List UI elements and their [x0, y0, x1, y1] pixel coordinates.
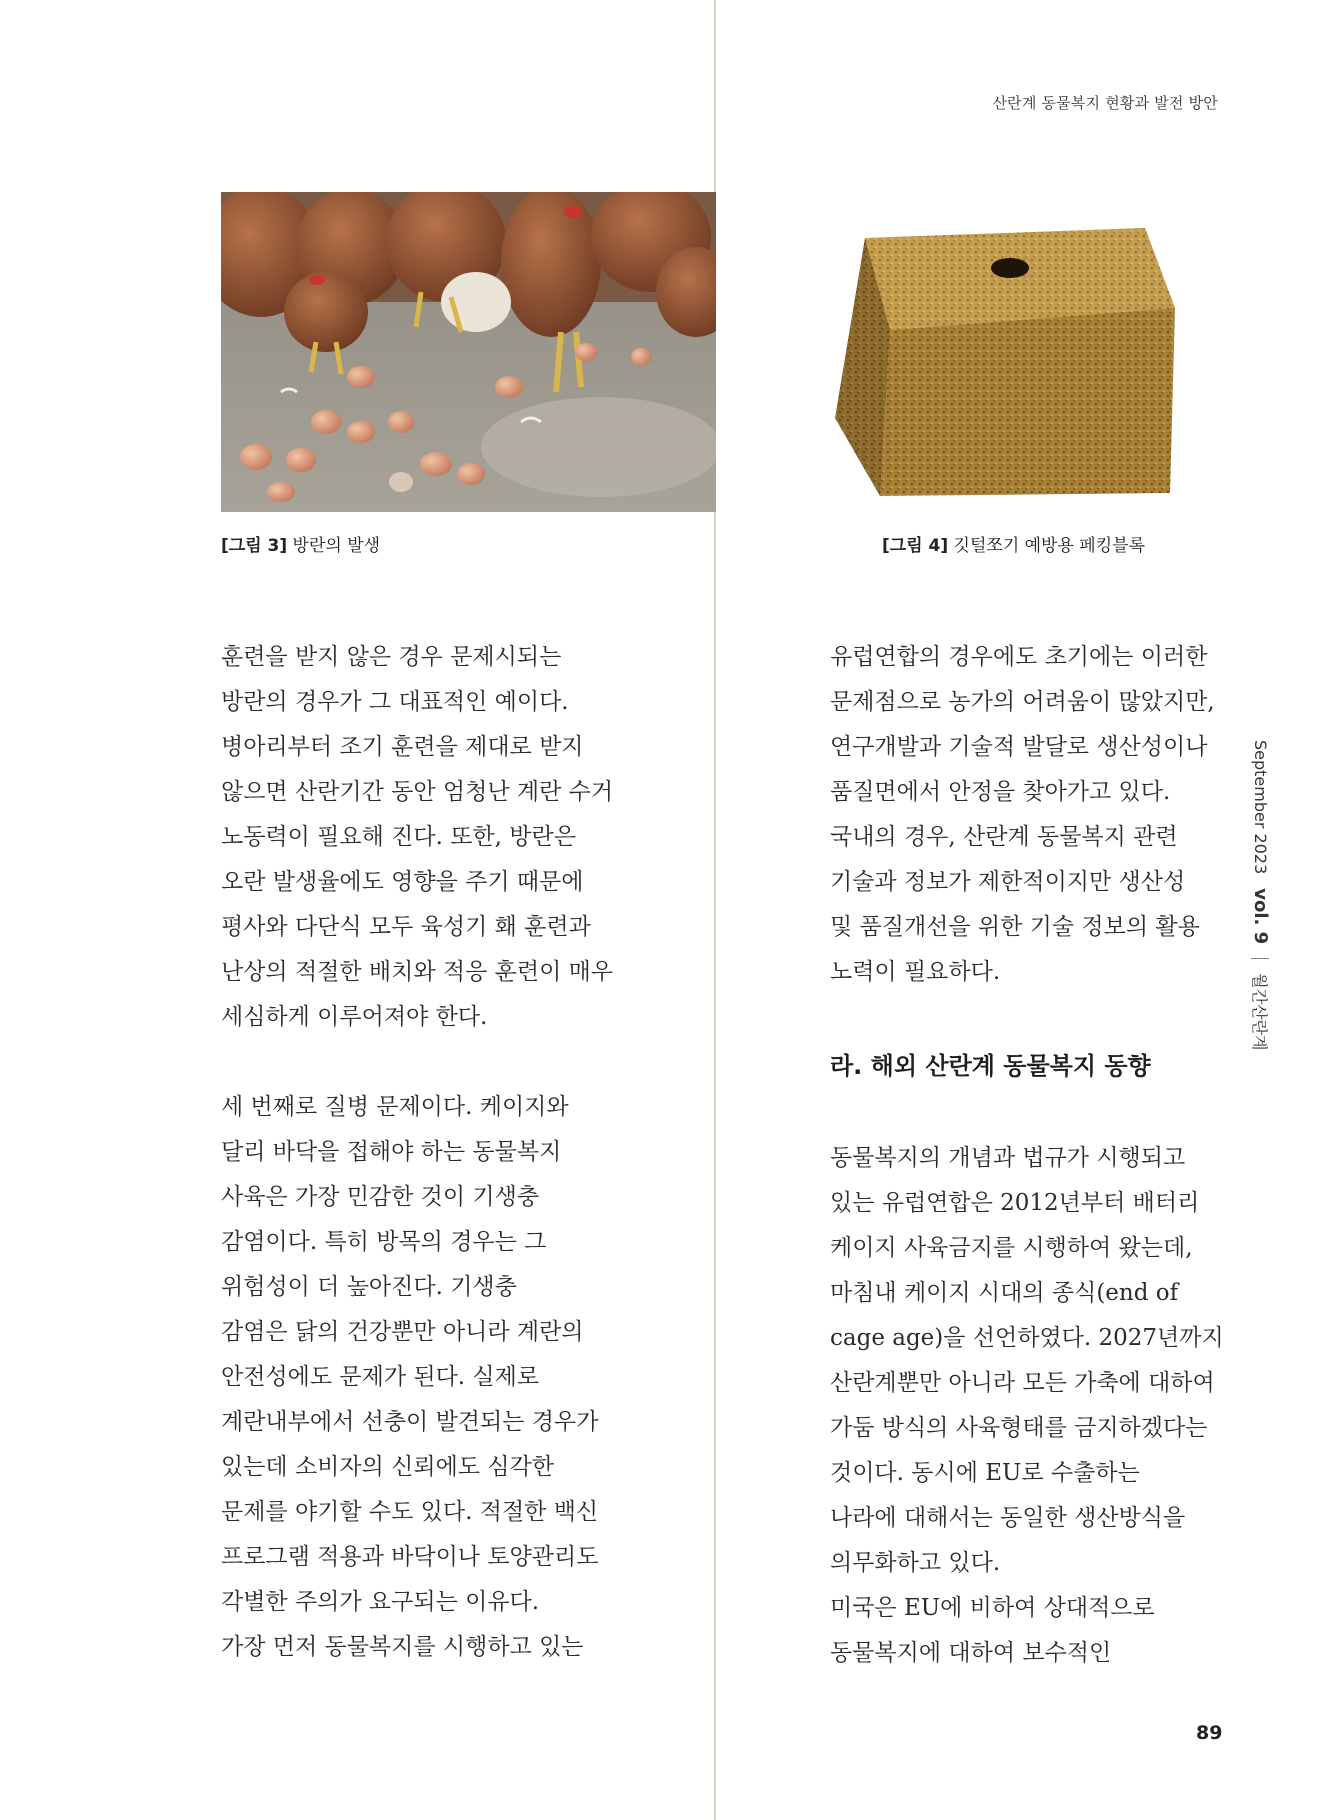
body-line: 프로그램 적용과 바닥이나 토양관리도 [221, 1544, 599, 1570]
body-line: 케이지 사육금지를 시행하여 왔는데, [830, 1235, 1193, 1261]
body-line: 가둠 방식의 사육형태를 금지하겠다는 [830, 1415, 1208, 1441]
body-line: 및 품질개선을 위한 기술 정보의 활용 [830, 914, 1200, 940]
figure-number: [그림 4] [882, 536, 949, 556]
body-line: 동물복지의 개념과 법규가 시행되고 [830, 1145, 1186, 1171]
running-title: 산란계 동물복지 현황과 발전 방안 [992, 94, 1218, 112]
body-line: 세심하게 이루어져야 한다. [221, 1004, 488, 1030]
body-line: 안전성에도 문제가 된다. 실제로 [221, 1364, 540, 1390]
body-column-right-bottom [830, 1136, 1250, 1676]
figure-pecking-block [830, 218, 1210, 508]
body-line: 기술과 정보가 제한적이지만 생산성 [830, 869, 1186, 895]
figure-caption-text: 방란의 발생 [292, 536, 381, 556]
figure-caption [882, 531, 1145, 556]
body-line: 각별한 주의가 요구되는 이유다. [221, 1589, 540, 1615]
side-issue-tab [1249, 740, 1272, 1050]
body-line: 계란내부에서 선충이 발견되는 경우가 [221, 1409, 599, 1435]
body-line: 의무화하고 있다. [830, 1550, 1001, 1576]
body-line: 유럽연합의 경우에도 초기에는 이러한 [830, 644, 1208, 670]
body-line: 사육은 가장 민감한 것이 기생충 [221, 1184, 540, 1210]
body-line: 연구개발과 기술적 발달로 생산성이나 [830, 734, 1208, 760]
body-line: 위험성이 더 높아진다. 기생충 [221, 1274, 517, 1300]
body-line: 평사와 다단식 모두 육성기 홰 훈련과 [221, 914, 591, 940]
figure-hens-floor-eggs [221, 192, 716, 512]
body-line: 병아리부터 조기 훈련을 제대로 받지 [221, 734, 584, 760]
volume-number: vol. 9 [1250, 888, 1271, 945]
body-line: 문제점으로 농가의 어려움이 많았지만, [830, 689, 1215, 715]
body-line: 않으면 산란기간 동안 엄청난 계란 수거 [221, 779, 614, 805]
body-line: 감염이다. 특히 방목의 경우는 그 [221, 1229, 547, 1255]
figure-caption [221, 531, 380, 556]
body-column-right-top [830, 635, 1250, 995]
body-line: 노동력이 필요해 진다. 또한, 방란은 [221, 824, 576, 850]
body-line: 가장 먼저 동물복지를 시행하고 있는 [221, 1634, 584, 1660]
body-line: 국내의 경우, 산란계 동물복지 관련 [830, 824, 1178, 850]
magazine-name: 월간산란계 [1250, 973, 1269, 1051]
body-line: 달리 바닥을 접해야 하는 동물복지 [221, 1139, 562, 1165]
body-line: 감염은 닭의 건강뿐만 아니라 계란의 [221, 1319, 584, 1345]
page-number: 89 [1196, 1722, 1223, 1744]
body-line: 산란계뿐만 아니라 모든 가축에 대하여 [830, 1370, 1215, 1396]
body-line: 있는데 소비자의 신뢰에도 심각한 [221, 1454, 554, 1480]
pecking-block-photo [830, 218, 1210, 508]
body-line: 동물복지에 대하여 보수적인 [830, 1640, 1112, 1666]
section-heading: 라. 해외 산란계 동물복지 동향 [830, 1052, 1151, 1080]
figure-number: [그림 3] [221, 536, 288, 556]
paragraph-gap [221, 1040, 641, 1085]
hens-photo [221, 192, 716, 512]
body-line: 훈련을 받지 않은 경우 문제시되는 [221, 644, 562, 670]
body-line: 오란 발생율에도 영향을 주기 때문에 [221, 869, 584, 895]
body-line: cage age)을 선언하였다. 2027년까지 [830, 1325, 1224, 1351]
body-line: 있는 유럽연합은 2012년부터 배터리 [830, 1190, 1200, 1216]
body-line: 방란의 경우가 그 대표적인 예이다. [221, 689, 569, 715]
body-line: 미국은 EU에 비하여 상대적으로 [830, 1595, 1155, 1621]
body-line: 세 번째로 질병 문제이다. 케이지와 [221, 1094, 569, 1120]
body-line: 나라에 대해서는 동일한 생산방식을 [830, 1505, 1186, 1531]
body-line: 마침내 케이지 시대의 종식(end of [830, 1280, 1179, 1306]
issue-date: September 2023 [1251, 740, 1270, 875]
body-line: 것이다. 동시에 EU로 수출하는 [830, 1460, 1140, 1486]
body-line: 품질면에서 안정을 찾아가고 있다. [830, 779, 1171, 805]
figure-caption-text: 깃털쪼기 예방용 페킹블록 [953, 536, 1145, 556]
body-column-left [221, 635, 641, 1670]
body-line: 문제를 야기할 수도 있다. 적절한 백신 [221, 1499, 599, 1525]
body-line: 노력이 필요하다. [830, 959, 1001, 985]
tab-divider [1252, 958, 1270, 959]
body-line: 난상의 적절한 배치와 적응 훈련이 매우 [221, 959, 614, 985]
